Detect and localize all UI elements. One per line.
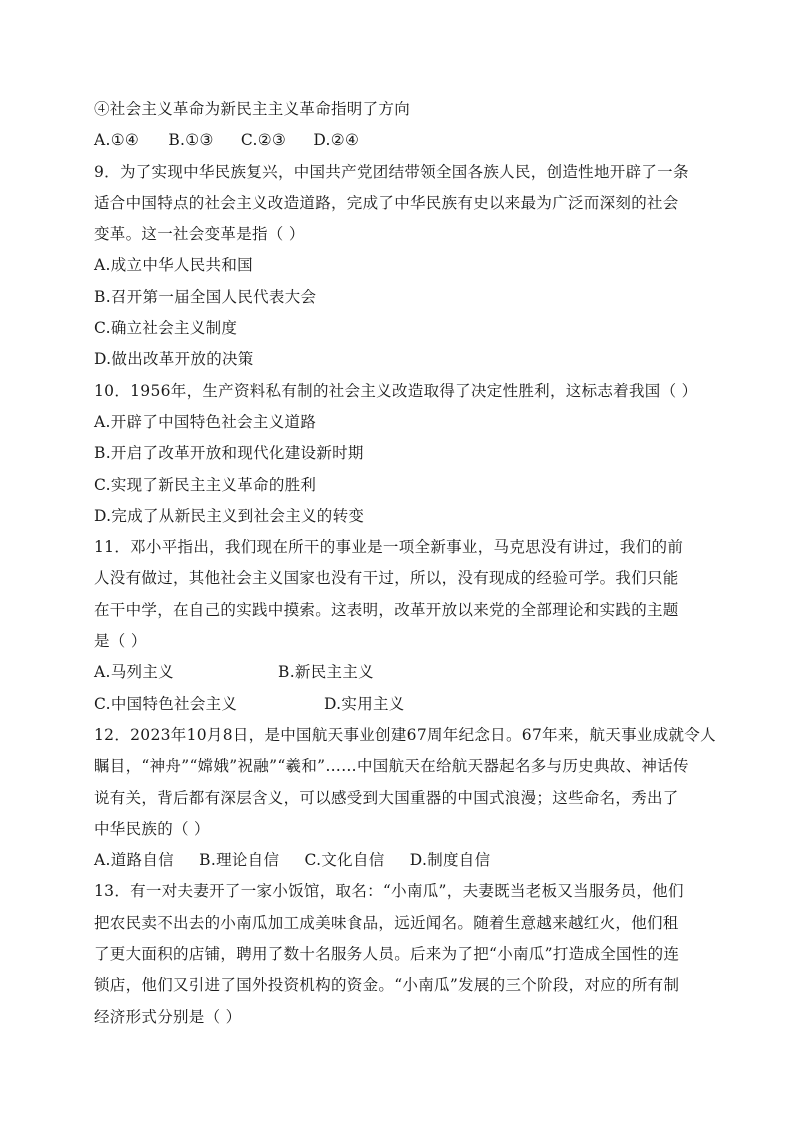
q12-option-b: B.理论自信 (199, 851, 280, 870)
q8-options (94, 125, 704, 156)
q8-option-a: A.①④ (94, 131, 140, 150)
q12-option-d: D.制度自信 (409, 851, 491, 870)
q9-option-d: D.做出改革开放的决策 (94, 350, 254, 369)
q9-option-a: A.成立中华人民共和国 (94, 256, 253, 275)
q11-option-a: A.马列主义 (94, 663, 174, 682)
q12-option-a: A.道路自信 (94, 851, 174, 870)
q9-stem-line-2: 适合中国特点的社会主义改造道路，完成了中华民族有史以来最为广泛而深刻的社会 (94, 193, 679, 212)
q11-option-d: D.实用主义 (324, 694, 405, 713)
q13-stem-line-3: 了更大面积的店铺，聘用了数十名服务人员。后来为了把“小南瓜”打造成全国性的连 (94, 945, 680, 964)
q13-stem-line-1: 13．有一对夫妻开了一家小饭馆，取名：“小南瓜”，夫妻既当老板又当服务员，他们 (94, 882, 684, 901)
q11-options-row-2 (94, 689, 704, 720)
q10-option-c: C.实现了新民主主义革命的胜利 (94, 475, 317, 494)
q11-stem-line-1: 11．邓小平指出，我们现在所干的事业是一项全新事业，马克思没有讲过，我们的前 (94, 538, 684, 557)
q9-option-c: C.确立社会主义制度 (94, 319, 238, 338)
q12-stem-line-3: 说有关，背后都有深层含义，可以感受到大国重器的中国式浪漫；这些命名，秀出了 (94, 788, 679, 807)
q8-option-c: C.②③ (240, 131, 287, 150)
q9-stem-line-1: 9．为了实现中华民族复兴，中国共产党团结带领全国各族人民，创造性地开辟了一条 (94, 162, 689, 181)
q11-options-row-1 (94, 657, 704, 688)
q11-option-c: C.中国特色社会主义 (94, 694, 238, 713)
q12-stem-line-2: 瞩目，“神舟”“嫦娥”祝融”“羲和”……中国航天在给航天器起名多与历史典故、神话传 (94, 757, 689, 776)
q12-options (94, 845, 704, 876)
q12-option-c: C.文化自信 (304, 851, 385, 870)
q13-stem-line-5: 经济形式分别是（ ） (94, 1007, 242, 1026)
q12-stem-line-4: 中华民族的（ ） (94, 819, 210, 838)
q11-option-b: B.新民主主义 (278, 663, 374, 682)
q8-option-b: B.①③ (168, 131, 214, 150)
q8-option-d: D.②④ (313, 131, 360, 150)
q11-stem-line-2: 人没有做过，其他社会主义国家也没有干过，所以，没有现成的经验可学。我们只能 (94, 569, 679, 588)
q13-stem-line-2: 把农民卖不出去的小南瓜加工成美味食品，远近闻名。随着生意越来越红火，他们租 (94, 913, 679, 932)
q11-stem-line-3: 在干中学，在自己的实践中摸索。这表明，改革开放以来党的全部理论和实践的主题 (94, 600, 679, 619)
q10-option-a: A.开辟了中国特色社会主义道路 (94, 412, 317, 431)
q10-option-b: B.开启了改革开放和现代化建设新时期 (94, 444, 364, 463)
q9-stem-line-3: 变革。这一社会变革是指（ ） (94, 225, 305, 244)
q11-stem-line-4: 是（ ） (94, 632, 147, 651)
q12-stem-line-1: 12．2023年10月8日，是中国航天事业创建67周年纪念日。67年来，航天事业成就令人 (94, 725, 716, 744)
q8-item-4: ④社会主义革命为新民主主义革命指明了方向 (94, 100, 411, 118)
q10-option-d: D.完成了从新民主义到社会主义的转变 (94, 506, 365, 525)
exam-page (94, 94, 716, 1033)
q13-stem-line-4: 锁店，他们又引进了国外投资机构的资金。“小南瓜”发展的三个阶段，对应的所有制 (94, 976, 680, 995)
q10-stem-line-1: 10．1956年，生产资料私有制的社会主义改造取得了决定性胜利，这标志着我国（ ） (94, 381, 698, 400)
q9-option-b: B.召开第一届全国人民代表大会 (94, 287, 317, 306)
